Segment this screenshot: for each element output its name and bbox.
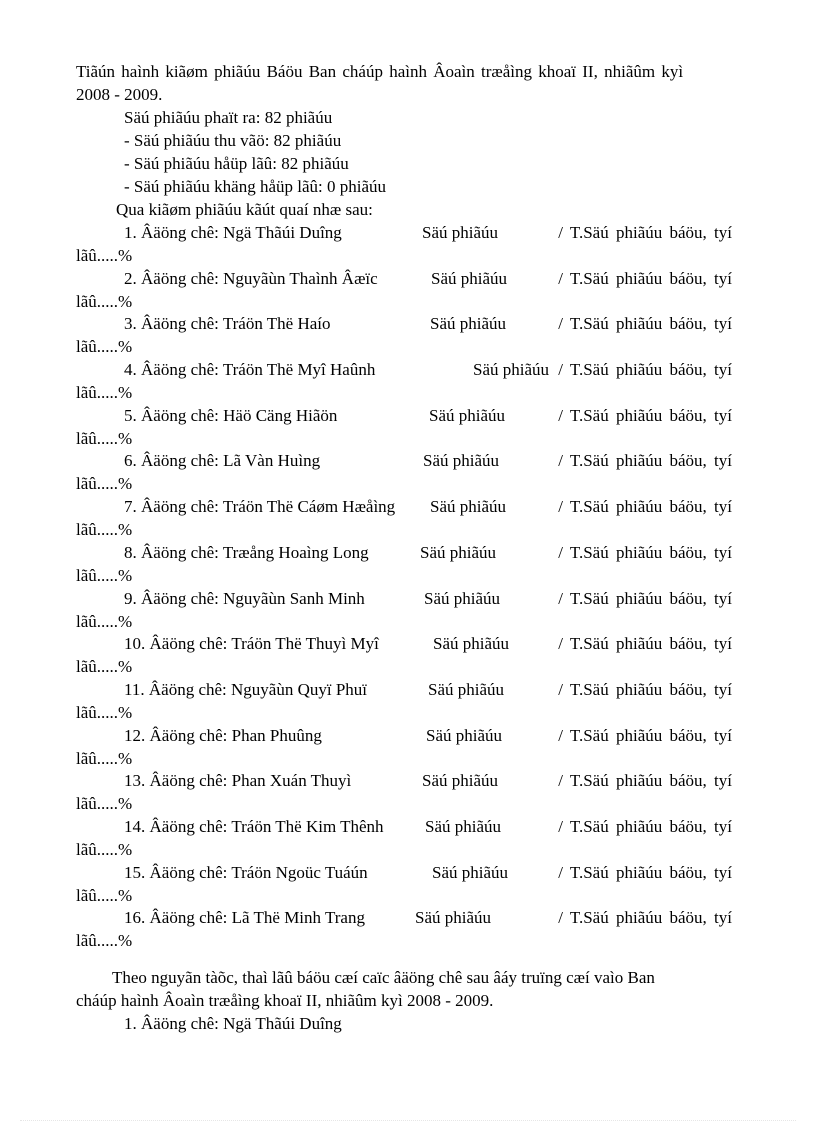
candidate-name: 2. Âäöng chê: Nguyãùn Thaình Âæïc: [124, 268, 378, 288]
vote-percent-suffix: lãû.....%: [76, 428, 133, 448]
vote-percent-suffix: lãû.....%: [76, 839, 133, 859]
vote-count-label: Säú phiãúu: [430, 497, 507, 517]
vote-percent-suffix: lãû.....%: [76, 702, 133, 722]
vote-percent-label: / T.Säú phiãúu báöu, tyí: [558, 771, 732, 791]
candidate-name: 8. Âäöng chê: Træång Hoaìng Long: [124, 542, 369, 562]
vote-percent-suffix: lãû.....%: [76, 794, 133, 814]
vote-percent-label: / T.Säú phiãúu báöu, tyí: [558, 679, 732, 699]
vote-percent-suffix: lãû.....%: [76, 520, 133, 540]
vote-percent-suffix: lãû.....%: [76, 565, 133, 585]
stat-issued: Säú phiãúu phaït ra: 82 phiãúu: [124, 108, 333, 127]
candidate-list: [76, 221, 732, 952]
candidate-row: [76, 861, 732, 907]
results-heading: Qua kiãøm phiãúu kãút quaí nhæ sau:: [116, 200, 373, 219]
candidate-row: [76, 312, 732, 358]
vote-percent-label: / T.Säú phiãúu báöu, tyí: [558, 542, 732, 562]
vote-percent-label: / T.Säú phiãúu báöu, tyí: [558, 268, 732, 288]
candidate-name: 12. Âäöng chê: Phan Phuûng: [124, 725, 322, 745]
vote-count-label: Säú phiãúu: [433, 634, 510, 654]
vote-percent-suffix: lãû.....%: [76, 885, 133, 905]
candidate-row: [76, 678, 732, 724]
vote-percent-label: / T.Säú phiãúu báöu, tyí: [558, 725, 732, 745]
vote-percent-suffix: lãû.....%: [76, 383, 133, 403]
vote-percent-label: / T.Säú phiãúu báöu, tyí: [558, 405, 732, 425]
vote-percent-label: / T.Säú phiãúu báöu, tyí: [558, 223, 732, 242]
intro-paragraph: [76, 60, 732, 106]
vote-percent-label: / T.Säú phiãúu báöu, tyí: [558, 634, 732, 654]
candidate-name: 7. Âäöng chê: Tráön Thë Cáøm Hæåìng: [124, 497, 396, 517]
vote-percent-suffix: lãû.....%: [76, 657, 133, 677]
ballot-stats: [76, 106, 732, 198]
vote-percent-suffix: lãû.....%: [76, 246, 133, 265]
vote-percent-suffix: lãû.....%: [76, 748, 133, 768]
candidate-name: 13. Âäöng chê: Phan Xuán Thuyì: [124, 771, 352, 791]
candidate-row: [76, 267, 732, 313]
stat-invalid: - Säú phiãúu khäng håüp lãû: 0 phiãúu: [124, 177, 387, 196]
vote-percent-label: / T.Säú phiãúu báöu, tyí: [558, 588, 732, 608]
candidate-name: 14. Âäöng chê: Tráön Thë Kim Thênh: [124, 816, 384, 836]
vote-count-label: Säú phiãúu: [429, 405, 506, 425]
vote-percent-label: / T.Säú phiãúu báöu, tyí: [558, 862, 732, 882]
stat-valid: - Säú phiãúu håüp lãû: 82 phiãúu: [124, 154, 349, 173]
candidate-row: [76, 495, 732, 541]
candidate-row: [76, 906, 732, 952]
candidate-name: 3. Âäöng chê: Tráön Thë Haío: [124, 314, 331, 334]
vote-percent-suffix: lãû.....%: [76, 291, 133, 311]
vote-percent-label: / T.Säú phiãúu báöu, tyí: [558, 497, 732, 517]
vote-count-label: Säú phiãúu: [430, 314, 507, 334]
candidate-row: [76, 221, 732, 267]
candidate-name: 6. Âäöng chê: Lã Vàn Huìng: [124, 451, 321, 471]
candidate-name: 1. Âäöng chê: Ngä Thãúi Duîng: [124, 223, 342, 242]
vote-count-label: Säú phiãúu: [422, 771, 499, 791]
vote-count-label: Säú phiãúu: [423, 451, 500, 471]
conclusion-line-1: Theo nguyãn tàõc, thaì lãû báöu cæí caïc âäöng chê sau âáy truïng cæí vaìo Ban: [112, 968, 655, 987]
candidate-name: 15. Âäöng chê: Tráön Ngoüc Tuáún: [124, 862, 368, 882]
candidate-row: [76, 358, 732, 404]
vote-percent-label: / T.Säú phiãúu báöu, tyí: [558, 314, 732, 334]
candidate-row: [76, 587, 732, 633]
elected-item: 1. Âäöng chê: Ngä Thãúi Duîng: [124, 1014, 342, 1033]
vote-count-label: Säú phiãúu: [422, 223, 499, 242]
vote-count-label: Säú phiãúu: [415, 908, 492, 928]
vote-percent-label: / T.Säú phiãúu báöu, tyí: [558, 451, 732, 471]
vote-count-label: Säú phiãúu: [428, 679, 505, 699]
candidate-name: 10. Âäöng chê: Tráön Thë Thuyì Myî: [124, 634, 379, 654]
vote-percent-suffix: lãû.....%: [76, 931, 133, 951]
stat-collected: - Säú phiãúu thu vãö: 82 phiãúu: [124, 131, 342, 150]
candidate-row: [76, 815, 732, 861]
vote-count-label: Säú phiãúu: [424, 588, 501, 608]
vote-count-label: Säú phiãúu: [432, 862, 509, 882]
candidate-row: [76, 449, 732, 495]
candidate-row: [76, 632, 732, 678]
vote-percent-suffix: lãû.....%: [76, 337, 133, 357]
vote-count-label: Säú phiãúu: [420, 542, 497, 562]
vote-percent-label: / T.Säú phiãúu báöu, tyí: [558, 908, 732, 928]
candidate-name: 11. Âäöng chê: Nguyãùn Quyï Phuï: [124, 679, 368, 699]
document-body: [76, 60, 732, 1035]
vote-percent-label: / T.Säú phiãúu báöu, tyí: [558, 360, 732, 380]
vote-count-label: Säú phiãúu: [431, 268, 508, 288]
vote-count-label: Säú phiãúu: [426, 725, 503, 745]
candidate-name: 9. Âäöng chê: Nguyãùn Sanh Minh: [124, 588, 365, 608]
elected-list: [76, 1012, 732, 1035]
intro-line-2: 2008 - 2009.: [76, 85, 163, 104]
conclusion-paragraph: [76, 966, 732, 1012]
candidate-name: 4. Âäöng chê: Tráön Thë Myî Haûnh: [124, 360, 376, 380]
candidate-row: [76, 404, 732, 450]
vote-percent-suffix: lãû.....%: [76, 611, 133, 631]
vote-percent-label: / T.Säú phiãúu báöu, tyí: [558, 816, 732, 836]
conclusion-line-2: cháúp haình Âoaìn træåìng khoaï II, nhiãûm kyì 2008 - 2009.: [76, 991, 494, 1010]
intro-line-1: Tiãún haình kiãøm phiãúu Báöu Ban cháúp haình Âoaìn træåìng khoaï II, nhiãûm kyì: [76, 62, 684, 81]
candidate-name: 5. Âäöng chê: Häö Cäng Hiãön: [124, 405, 338, 425]
candidate-row: [76, 541, 732, 587]
vote-percent-suffix: lãû.....%: [76, 474, 133, 494]
vote-count-label: Säú phiãúu: [425, 816, 502, 836]
vote-count-label: Säú phiãúu: [473, 360, 550, 380]
candidate-row: [76, 769, 732, 815]
candidate-row: [76, 724, 732, 770]
page-bottom-divider: [20, 1120, 796, 1121]
candidate-name: 16. Âäöng chê: Lã Thë Minh Trang: [124, 908, 365, 928]
